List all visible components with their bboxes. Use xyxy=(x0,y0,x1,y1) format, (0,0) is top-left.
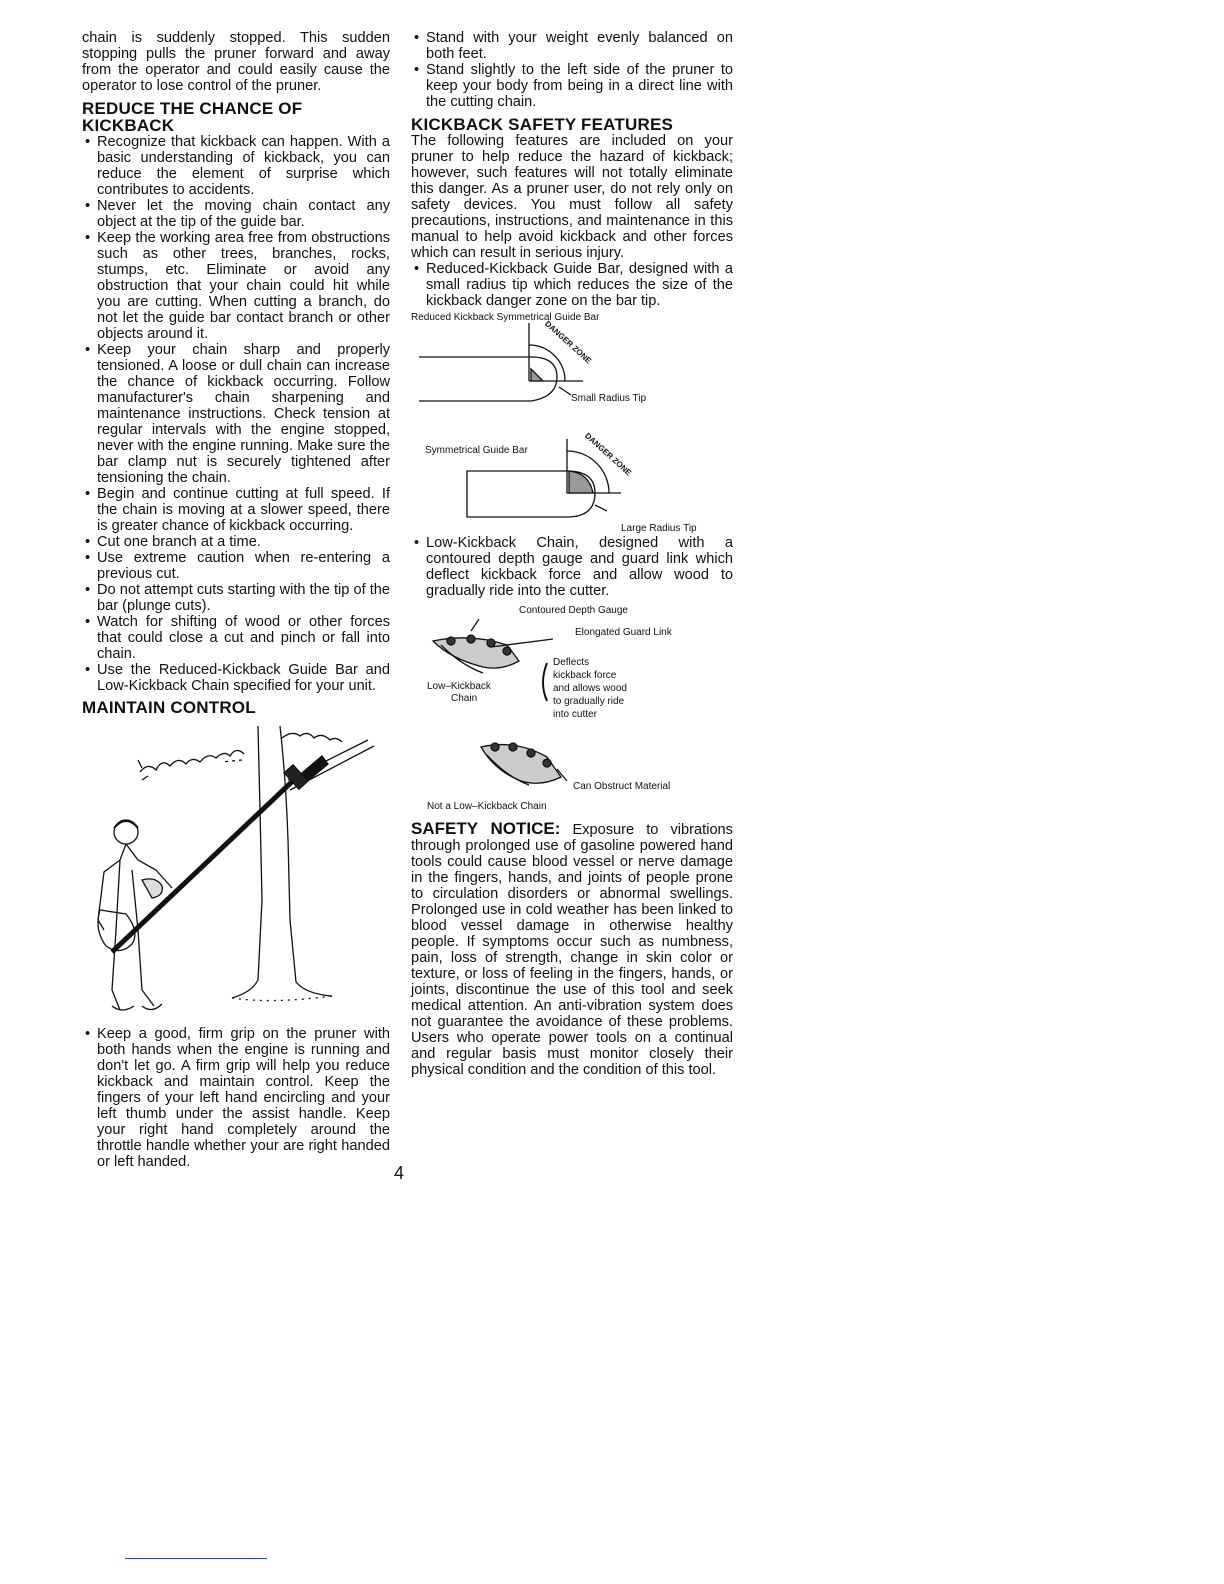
list-item: • Watch for shifting of wood or other forces that could close a cut and pinch or fall into chain. xyxy=(82,614,390,662)
guard-link-label: Elongated Guard Link xyxy=(575,627,672,638)
right-column xyxy=(411,30,733,1078)
reduce-heading-line2: KICKBACK xyxy=(82,116,175,135)
guide-bar-diagrams xyxy=(411,311,733,533)
list-item: • Stand with your weight evenly balanced on both feet. xyxy=(411,30,733,62)
deflects-line1: Deflects xyxy=(553,657,590,668)
contoured-label: Contoured Depth Gauge xyxy=(519,605,628,616)
deflects-line2: kickback force xyxy=(553,670,617,681)
list-item: • Use extreme caution when re-entering a previous cut. xyxy=(82,550,390,582)
chain-diagrams xyxy=(411,601,733,817)
maintain-control-heading: MAINTAIN CONTROL xyxy=(82,698,256,717)
obstruct-label: Can Obstruct Material xyxy=(573,781,671,792)
kickback-features-paragraph: The following features are included on your pruner to help reduce the hazard of kickback; however, such features will not totally eliminate this danger. As a pruner user, do not rely only on safety devices. You must follow all safety precautions, instructions, and maintenance in this manual to help avoid kickback and other forces which can result in serious injury. xyxy=(411,133,733,261)
list-item: • Do not attempt cuts starting with the tip of the bar (plunge cuts). xyxy=(82,582,390,614)
stance-list xyxy=(411,30,733,110)
list-item: • Recognize that kickback can happen. With a basic understanding of kickback, you can reduce the element of surprise which contributes to accidents. xyxy=(82,134,390,198)
list-item: • Keep the working area free from obstructions such as other trees, branches, rocks, stumps, etc. Eliminate or avoid any obstruction that your chain could hit while you are cutting. When cutting a branch, do not let the guide bar contact branch or other objects around it. xyxy=(82,230,390,342)
bar1-title: Reduced Kickback Symmetrical Guide Bar xyxy=(411,312,600,323)
safety-notice-text: Exposure to vibrations through prolonged use of gasoline powered hand tools could cause blood vessel or nerve damage in the fingers, hands, and joints of people prone to circulation disorders or abnormal swellings. Prolonged use in cold weather has been linked to blood vessel damage in otherwise healthy people. If symptoms occur such as numbness, pain, loss of strength, change in skin color or texture, or loss of feeling in the fingers, hands, or joints, discontinue the use of this tool and seek medical attention. An anti-vibration system does not guarantee the avoidance of these problems. Users who operate power tools on a continual and regular basis must monitor closely their physical condition and the condition of this tool. xyxy=(411,822,733,1078)
reduce-heading-line1: REDUCE THE CHANCE OF xyxy=(82,99,303,118)
safety-notice-label: SAFETY NOTICE: xyxy=(411,819,561,838)
not-lowkick-label: Not a Low–Kickback Chain xyxy=(427,801,547,812)
footer-rule xyxy=(125,1558,267,1559)
list-item: • Reduced-Kickback Guide Bar, designed with a small radius tip which reduces the size of the kickback danger zone on the bar tip. xyxy=(411,261,733,309)
list-item: • Keep a good, firm grip on the pruner with both hands when the engine is running and don't let go. A firm grip will help you reduce kickback and maintain control. Keep the fingers of your left hand encircling and your left thumb under the assist handle. Keep your right hand completely around the throttle handle whether your are right handed or left handed. xyxy=(82,1026,390,1170)
left-column xyxy=(82,30,390,1170)
intro-paragraph: chain is suddenly stopped. This sudden stopping pulls the pruner forward and away from the operator and could easily cause the operator to lose control of the pruner. xyxy=(82,30,390,94)
list-item: • Stand slightly to the left side of the pruner to keep your body from being in a direct line with the cutting chain. xyxy=(411,62,733,110)
list-item: • Never let the moving chain contact any object at the tip of the guide bar. xyxy=(82,198,390,230)
bar2-title: Symmetrical Guide Bar xyxy=(425,445,528,456)
bar-list xyxy=(411,261,733,309)
page-number: 4 xyxy=(394,1163,405,1183)
deflects-line5: into cutter xyxy=(553,709,597,720)
danger-zone-label-2: DANGER ZONE xyxy=(583,431,634,478)
chain-list xyxy=(411,535,733,599)
kickback-features-heading: KICKBACK SAFETY FEATURES xyxy=(411,115,674,134)
bar1-tip-label: Small Radius Tip xyxy=(571,393,647,404)
grip-list xyxy=(82,1026,390,1170)
list-item: • Low-Kickback Chain, designed with a contoured depth gauge and guard link which deflect kickback force and allow wood to gradually ride into the cutter. xyxy=(411,535,733,599)
reduce-kickback-heading xyxy=(82,100,390,134)
bar2-tip-label: Large Radius Tip xyxy=(621,523,697,533)
lowkick-line1: Low–Kickback xyxy=(427,681,491,692)
list-item: • Begin and continue cutting at full speed. If the chain is moving at a slower speed, there is greater chance of kickback occurring. xyxy=(82,486,390,534)
list-item: • Cut one branch at a time. xyxy=(82,534,390,550)
danger-zone-label-1: DANGER ZONE xyxy=(543,319,594,366)
reduce-kickback-list xyxy=(82,134,390,694)
deflects-line3: and allows wood xyxy=(553,683,627,694)
list-item: • Use the Reduced-Kickback Guide Bar and Low-Kickback Chain specified for your unit. xyxy=(82,662,390,694)
deflects-line4: to gradually ride xyxy=(553,696,625,707)
lowkick-line2: Chain xyxy=(451,693,478,704)
pruning-illustration xyxy=(82,720,390,1020)
list-item: • Keep your chain sharp and properly tensioned. A loose or dull chain can increase the chance of kickback occurring. Follow manufacturer's chain sharpening and maintenance instructions. Check tension at regular intervals with the engine stopped, never with the engine running. Make sure the bar clamp nut is securely tightened after tensioning the chain. xyxy=(82,342,390,486)
safety-notice-paragraph xyxy=(411,821,733,1078)
